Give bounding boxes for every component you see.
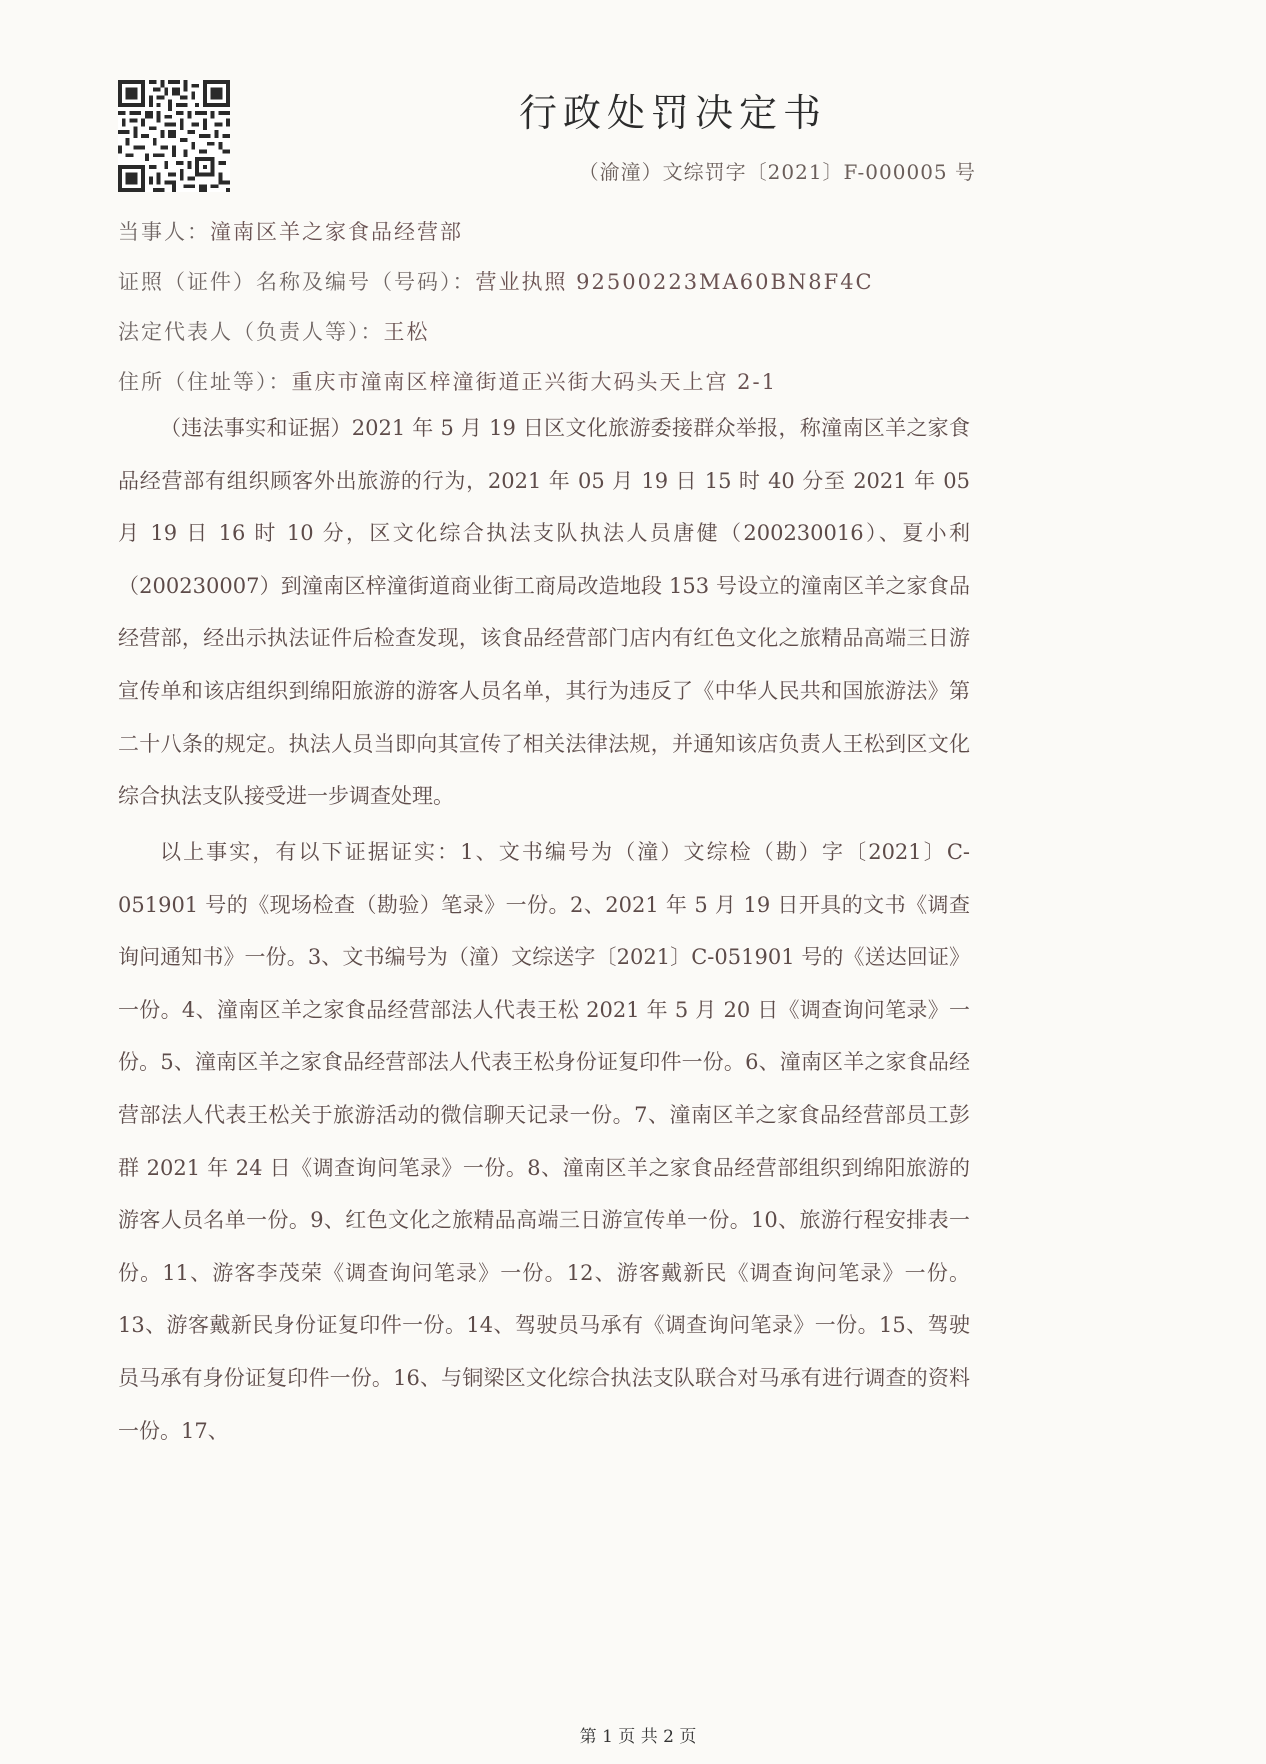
address-label: 住所（住址等）： (118, 370, 292, 394)
party-name-label: 当事人： (118, 220, 210, 244)
license-label: 证照（证件）名称及编号（号码）： (118, 270, 476, 294)
license-value: 营业执照 92500223MA60BN8F4C (475, 270, 874, 294)
document-title: 行政处罚决定书 (518, 91, 827, 135)
legal-representative-field (118, 316, 430, 346)
document-number: （渝潼）文综罚字〔2021〕F-000005 号 (578, 160, 976, 184)
legal-representative-value: 王松 (383, 320, 430, 344)
address-value: 重庆市潼南区梓潼街道正兴街大码头天上宫 2-1 (291, 370, 777, 394)
address-field (118, 366, 777, 396)
party-name-value: 潼南区羊之家食品经营部 (210, 220, 463, 244)
evidence-paragraph: 以上事实，有以下证据证实：1、文书编号为（潼）文综检（勘）字〔2021〕C-051901 号的《现场检查（勘验）笔录》一份。2、2021 年 5 月 19 日开具的文书《调查询问通知书》一份。3、文书编号为（潼）文综送字〔2021〕C-051901 号的《送达回证》一份。4、潼南区羊之家食品经营部法人代表王松 2021 年 5 月 20 日《调查询问笔录》一份。5、潼南区羊之家食品经营部法人代表王松身份证复印件一份。6、潼南区羊之家食品经营部法人代表王松关于旅游活动的微信聊天记录一份。7、潼南区羊之家食品经营部员工彭群 2021 年 24 日《调查询问笔录》一份。8、潼南区羊之家食品经营部组织到绵阳旅游的游客人员名单一份。9、红色文化之旅精品高端三日游宣传单一份。10、旅游行程安排表一份。11、游客李茂荣《调查询问笔录》一份。12、游客戴新民《调查询问笔录》一份。13、游客戴新民身份证复印件一份。14、驾驶员马承有《调查询问笔录》一份。15、驾驶员马承有身份证复印件一份。16、与铜梁区文化综合执法支队联合对马承有进行调查的资料一份。17、 (118, 840, 970, 1443)
legal-representative-label: 法定代表人（负责人等）： (118, 320, 384, 344)
party-name-field (118, 216, 463, 246)
page-number: 第 1 页 共 2 页 (579, 1727, 697, 1747)
facts-paragraph: （违法事实和证据）2021 年 5 月 19 日区文化旅游委接群众举报，称潼南区羊之家食品经营部有组织顾客外出旅游的行为，2021 年 05 月 19 日 15 时 40 分至 2021 年 05 月 19 日 16 时 10 分，区文化综合执法支队执法人员唐健（200230016）、夏小利（200230007）到潼南区梓潼街道商业街工商局改造地段 153 号设立的潼南区羊之家食品经营部，经出示执法证件后检查发现，该食品经营部门店内有红色文化之旅精品高端三日游宣传单和该店组织到绵阳旅游的游客人员名单，其行为违反了《中华人民共和国旅游法》第二十八条的规定。执法人员当即向其宣传了相关法律法规，并通知该店负责人王松到区文化综合执法支队接受进一步调查处理。 (118, 416, 970, 809)
license-field (118, 266, 874, 296)
